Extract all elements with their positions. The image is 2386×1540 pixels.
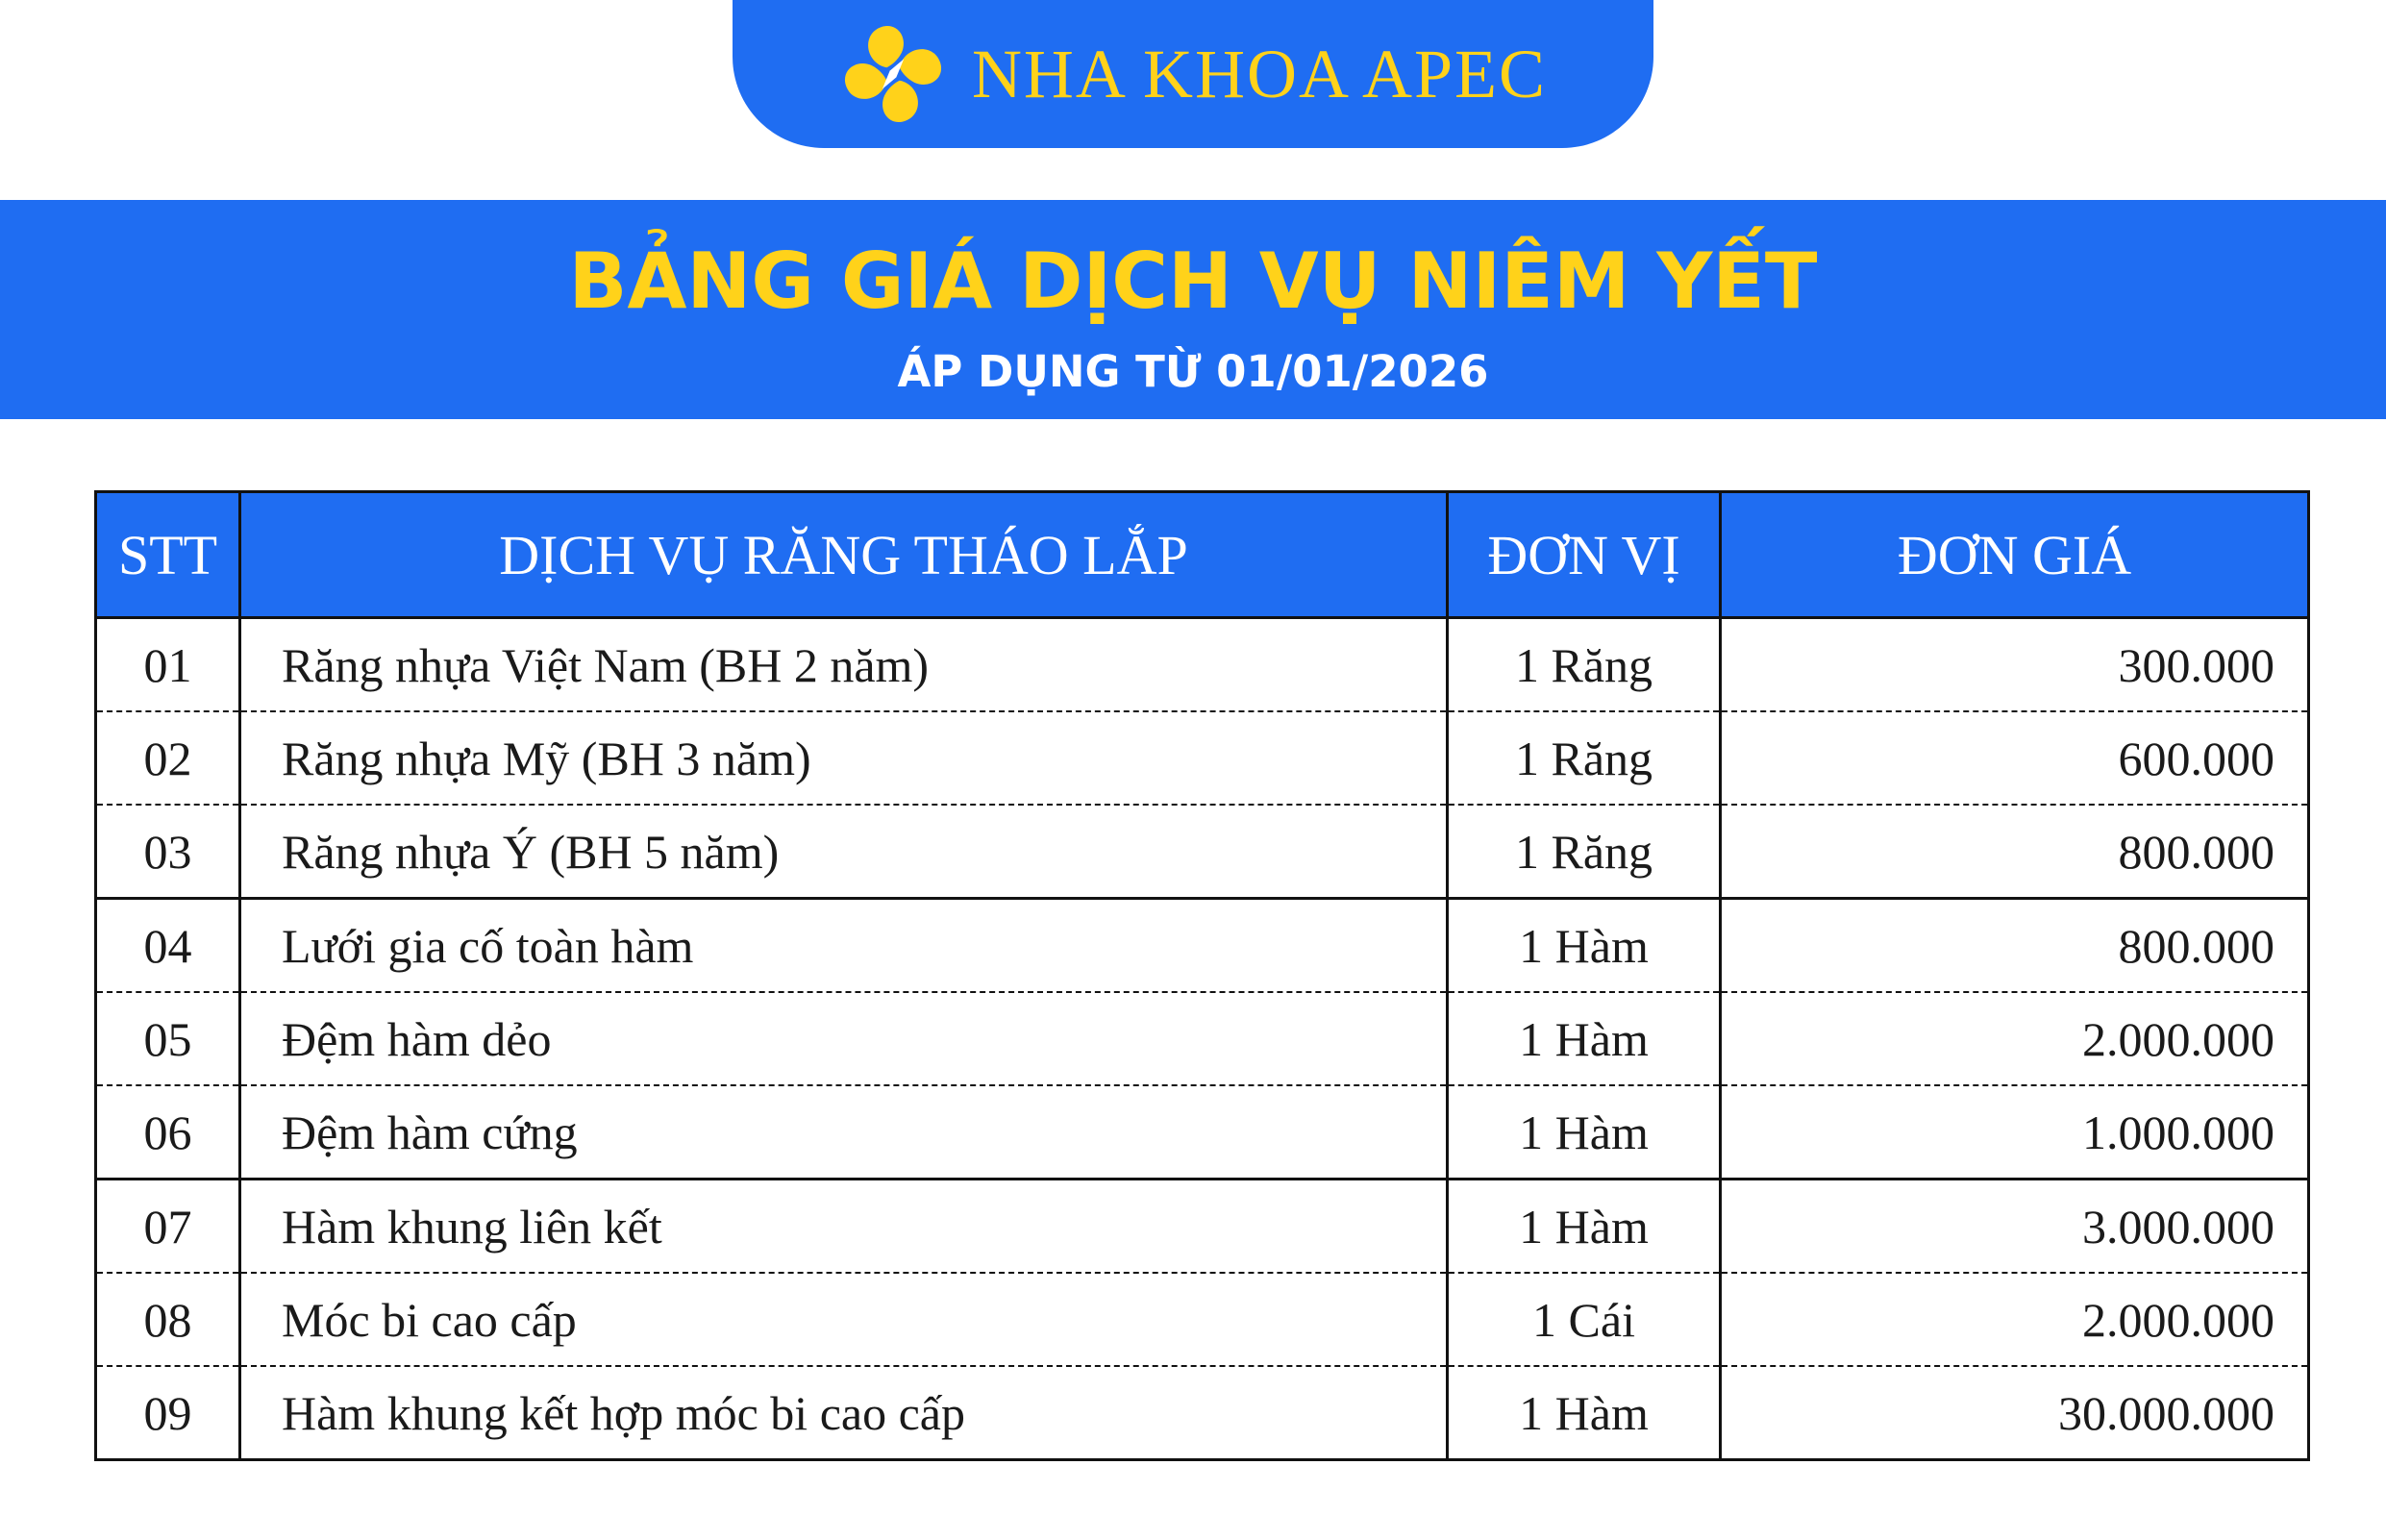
table-row xyxy=(96,1085,2309,1180)
effective-date: ÁP DỤNG TỪ 01/01/2026 xyxy=(897,346,1489,397)
row-stt: 01 xyxy=(96,618,240,712)
row-unit: 1 Hàm xyxy=(1448,1366,1721,1460)
row-service: Răng nhựa Việt Nam (BH 2 năm) xyxy=(240,618,1448,712)
row-unit: 1 Hàm xyxy=(1448,1085,1721,1180)
row-service: Hàm khung liên kết xyxy=(240,1180,1448,1274)
row-unit: 1 Răng xyxy=(1448,711,1721,805)
row-service: Hàm khung kết hợp móc bi cao cấp xyxy=(240,1366,1448,1460)
row-stt: 07 xyxy=(96,1180,240,1274)
row-price: 2.000.000 xyxy=(1721,1273,2309,1366)
table-row xyxy=(96,805,2309,899)
row-stt: 06 xyxy=(96,1085,240,1180)
row-unit: 1 Răng xyxy=(1448,618,1721,712)
row-service: Lưới gia cố toàn hàm xyxy=(240,899,1448,993)
row-price: 30.000.000 xyxy=(1721,1366,2309,1460)
row-price: 800.000 xyxy=(1721,805,2309,899)
table-row xyxy=(96,992,2309,1085)
title-banner xyxy=(0,200,2386,419)
table-row xyxy=(96,1366,2309,1460)
header-price: ĐƠN GIÁ xyxy=(1721,492,2309,618)
row-stt: 05 xyxy=(96,992,240,1085)
table-row xyxy=(96,711,2309,805)
row-unit: 1 Cái xyxy=(1448,1273,1721,1366)
row-stt: 04 xyxy=(96,899,240,993)
row-unit: 1 Răng xyxy=(1448,805,1721,899)
row-price: 3.000.000 xyxy=(1721,1180,2309,1274)
header-stt: STT xyxy=(96,492,240,618)
row-stt: 03 xyxy=(96,805,240,899)
row-price: 600.000 xyxy=(1721,711,2309,805)
row-unit: 1 Hàm xyxy=(1448,899,1721,993)
flower-logo-icon xyxy=(839,20,947,128)
row-stt: 09 xyxy=(143,1385,192,1440)
header-service: DỊCH VỤ RĂNG THÁO LẮP xyxy=(240,492,1448,618)
table-row xyxy=(96,618,2309,712)
brand-name: NHA KHOA APEC xyxy=(971,35,1548,112)
row-stt: 02 xyxy=(96,711,240,805)
row-unit: 1 Hàm xyxy=(1448,1180,1721,1274)
table-row xyxy=(96,1180,2309,1274)
row-service: Răng nhựa Ý (BH 5 năm) xyxy=(240,805,1448,899)
price-table xyxy=(94,490,2310,1461)
brand-logo xyxy=(733,0,1653,148)
row-price: 800.000 xyxy=(1721,899,2309,993)
table-row xyxy=(96,899,2309,993)
row-service: Đệm hàm cứng xyxy=(240,1085,1448,1180)
header-unit: ĐƠN VỊ xyxy=(1448,492,1721,618)
row-service: Móc bi cao cấp xyxy=(240,1273,1448,1366)
row-price: 300.000 xyxy=(1721,618,2309,712)
row-stt: 08 xyxy=(96,1273,240,1366)
page-title: BẢNG GIÁ DỊCH VỤ NIÊM YẾT xyxy=(568,236,1818,326)
price-table-container xyxy=(94,490,2307,1461)
table-row xyxy=(96,1273,2309,1366)
table-header-row xyxy=(96,492,2309,618)
row-price: 2.000.000 xyxy=(1721,992,2309,1085)
row-unit: 1 Hàm xyxy=(1448,992,1721,1085)
row-service: Răng nhựa Mỹ (BH 3 năm) xyxy=(240,711,1448,805)
row-price: 1.000.000 xyxy=(1721,1085,2309,1180)
row-service: Đệm hàm dẻo xyxy=(240,992,1448,1085)
